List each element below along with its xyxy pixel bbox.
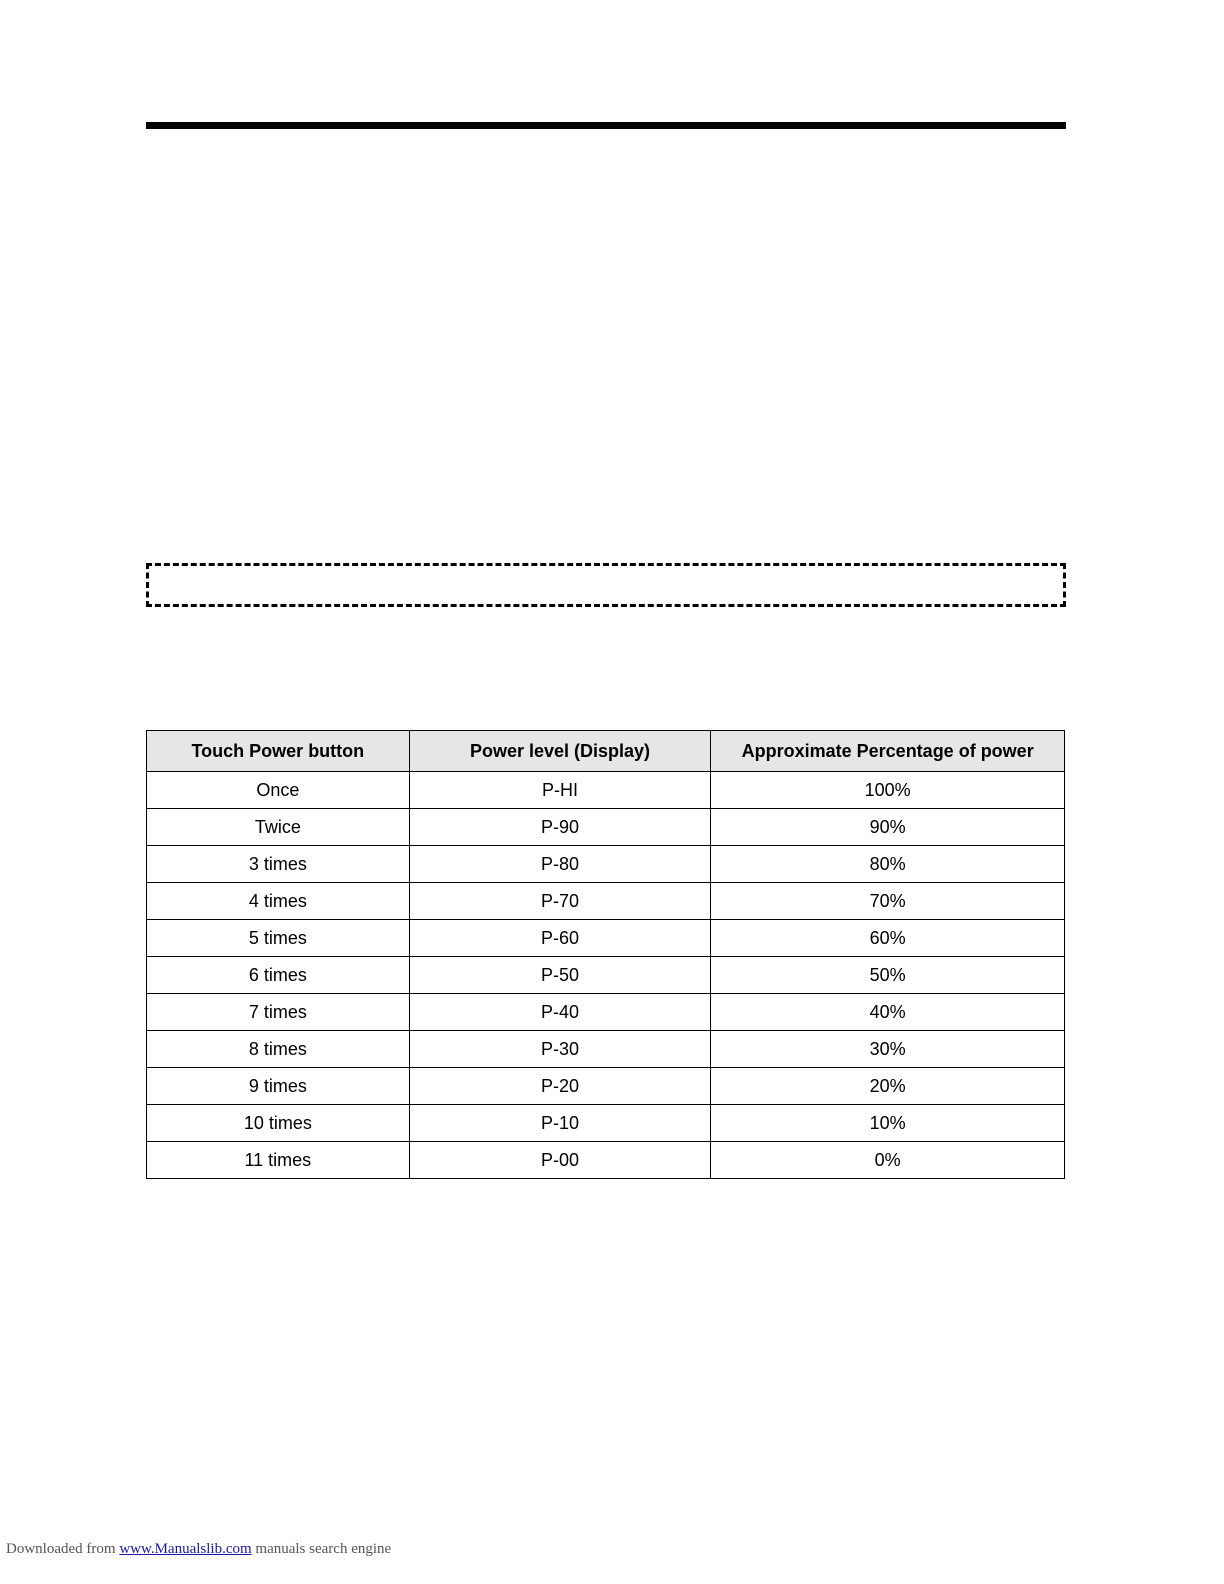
table-row	[147, 920, 1065, 957]
table-row	[147, 809, 1065, 846]
table-cell: P-10	[409, 1105, 711, 1142]
table-cell: 70%	[711, 883, 1065, 920]
table-cell: P-60	[409, 920, 711, 957]
table-row	[147, 846, 1065, 883]
download-footer	[6, 1541, 391, 1558]
table-cell: P-00	[409, 1142, 711, 1179]
table-cell: 30%	[711, 1031, 1065, 1068]
table-cell: 90%	[711, 809, 1065, 846]
table-row	[147, 1105, 1065, 1142]
table-cell: P-90	[409, 809, 711, 846]
table-cell: 80%	[711, 846, 1065, 883]
table-row	[147, 772, 1065, 809]
column-header-percentage: Approximate Percentage of power	[711, 731, 1065, 772]
table-cell: P-30	[409, 1031, 711, 1068]
table-cell: 10 times	[147, 1105, 410, 1142]
table-cell: 6 times	[147, 957, 410, 994]
table-row	[147, 1068, 1065, 1105]
top-rule	[146, 122, 1066, 129]
table-row	[147, 883, 1065, 920]
table-cell: 50%	[711, 957, 1065, 994]
table-cell: 40%	[711, 994, 1065, 1031]
table-cell: P-80	[409, 846, 711, 883]
table-cell: 9 times	[147, 1068, 410, 1105]
column-header-power-level: Power level (Display)	[409, 731, 711, 772]
table-cell: P-70	[409, 883, 711, 920]
table-cell: 0%	[711, 1142, 1065, 1179]
table-cell: 3 times	[147, 846, 410, 883]
table-header-row	[147, 731, 1065, 772]
table-cell: P-40	[409, 994, 711, 1031]
power-level-table	[146, 730, 1065, 1179]
table-cell: 4 times	[147, 883, 410, 920]
table-cell: 7 times	[147, 994, 410, 1031]
table-cell: 60%	[711, 920, 1065, 957]
table-cell: 100%	[711, 772, 1065, 809]
dashed-note-box	[146, 563, 1066, 607]
table-cell: 5 times	[147, 920, 410, 957]
table-cell: Once	[147, 772, 410, 809]
table-row	[147, 957, 1065, 994]
table-cell: P-HI	[409, 772, 711, 809]
table-row	[147, 994, 1065, 1031]
manualslib-link[interactable]: www.Manualslib.com	[119, 1541, 252, 1557]
table-row	[147, 1031, 1065, 1068]
table-cell: 20%	[711, 1068, 1065, 1105]
footer-prefix: Downloaded from	[6, 1541, 120, 1557]
table-cell: Twice	[147, 809, 410, 846]
table-cell: 10%	[711, 1105, 1065, 1142]
column-header-touch: Touch Power button	[147, 731, 410, 772]
table-cell: P-50	[409, 957, 711, 994]
table-row	[147, 1142, 1065, 1179]
table-cell: P-20	[409, 1068, 711, 1105]
table-cell: 11 times	[147, 1142, 410, 1179]
table-cell: 8 times	[147, 1031, 410, 1068]
footer-suffix: manuals search engine	[251, 1541, 392, 1557]
